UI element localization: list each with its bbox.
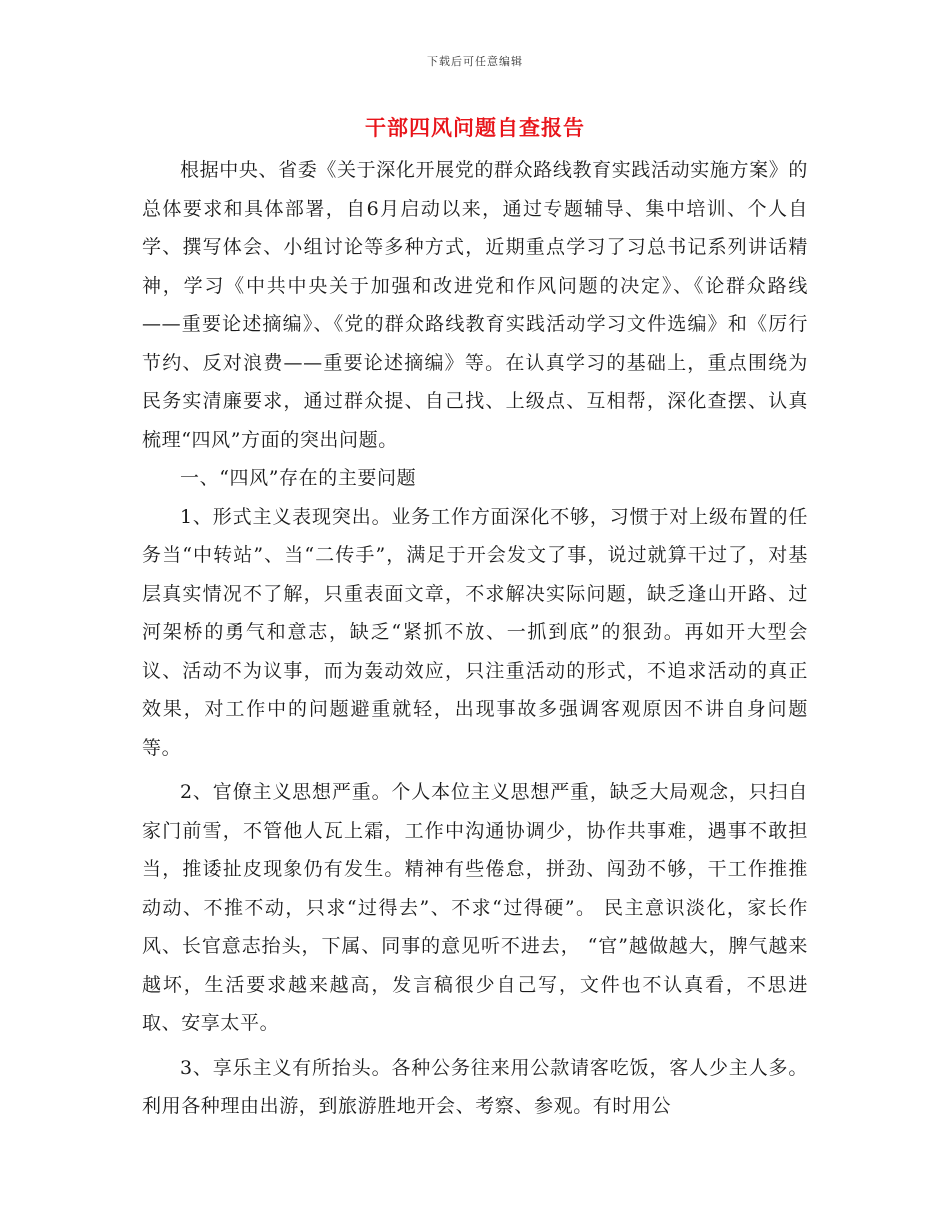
document-body — [142, 151, 808, 1126]
item-paragraph-3: 3、享乐主义有所抬头。各种公务往来用公款请客吃饭，客人少主人多。利用各种理由出游，到旅游胜地开会、考察、参观。有时用公 — [142, 1056, 808, 1117]
document-title: 干部四风问题自查报告 — [365, 115, 585, 140]
intro-paragraph: 根据中央、省委《关于深化开展党的群众路线教育实践活动实施方案》的总体要求和具体部署，自6月启动以来，通过专题辅导、集中培训、个人自学、撰写体会、小组讨论等多种方式，近期重点学习了习总书记系列讲话精神，学习《中共中央关于加强和改进党和作风问题的决定》、《论群众路线——重要论述摘编》、《党的群众路线教育实践活动学习文件选编》和《厉行节约、反对浪费——重要论述摘编》等。在认真学习的基础上，重点围绕为民务实清廉要求，通过群众提、自己找、上级点、互相帮，深化查摆、认真梳理“四风”方面的突出问题。 — [142, 159, 808, 451]
section-heading: 一、“四风”存在的主要问题 — [180, 467, 417, 489]
item-paragraph-1: 1、形式主义表现突出。业务工作方面深化不够，习惯于对上级布置的任务当“中转站”、当“二传手”，满足于开会发文了事，说过就算干过了，对基层真实情况不了解，只重表面文章，不求解决实际问题，缺乏逢山开路、过河架桥的勇气和意志，缺乏“紧抓不放、一抓到底”的狠劲。再如开大型会议、活动不为议事，而为轰动效应，只注重活动的形式，不追求活动的真正效果，对工作中的问题避重就轻，出现事故多强调客观原因不讲自身问题等。 — [142, 505, 808, 759]
page-header-note: 下载后可任意编辑 — [427, 55, 523, 68]
item-paragraph-2: 2、官僚主义思想严重。个人本位主义思想严重，缺乏大局观念，只扫自家门前雪，不管他人瓦上霜，工作中沟通协调少，协作共事难，遇事不敢担当，推诿扯皮现象仍有发生。精神有些倦怠，拼劲、闯劲不够，干工作推推动动、不推不动，只求“过得去”、不求“过得硬”。 民主意识淡化，家长作风、长官意志抬头，下属、同事的意见听不进去， “官”越做越大，脾气越来越坏，生活要求越来越高，发言稿很少自己写，文件也不认真看，不思进取、安享太平。 — [142, 781, 808, 1034]
